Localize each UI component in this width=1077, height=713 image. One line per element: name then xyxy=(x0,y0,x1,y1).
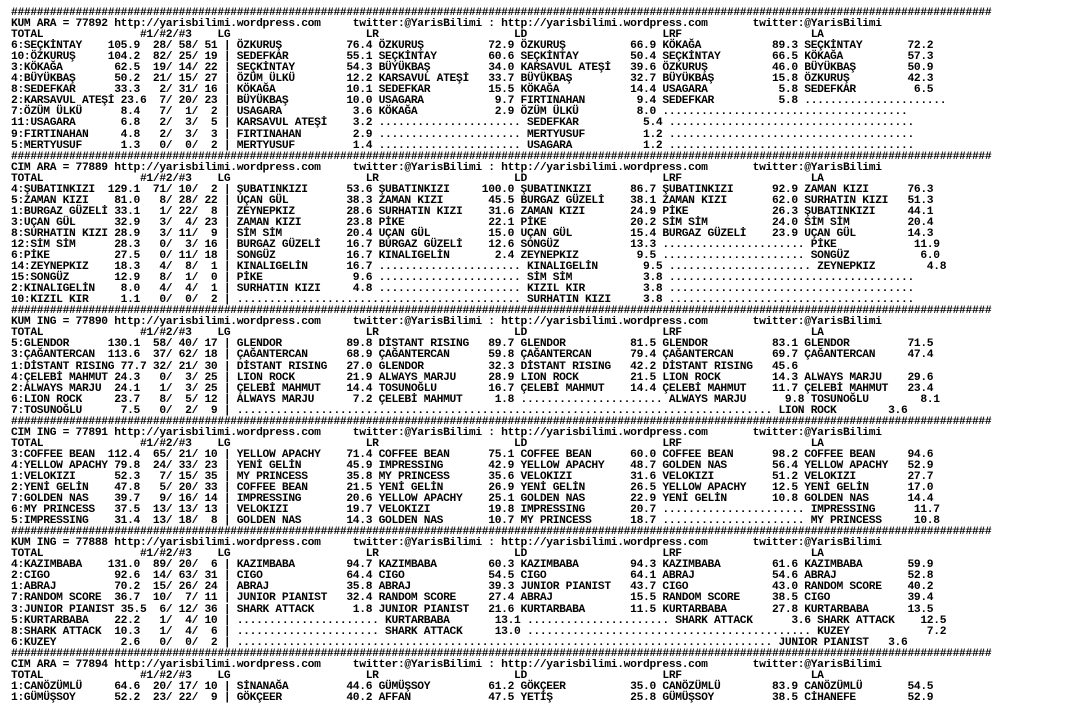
text-line: 3:KÖKAĞA 62.5 19/ 14/ 22 | SEÇKİNTAY 54.3 BÜYÜKBAŞ 34.0 KARSAVUL ATEŞİ 39.6 ÖZKURUŞ 46.0 BÜYÜKBAŞ 50.9 xyxy=(11,62,934,75)
text-line: 8:SHARK ATTACK 10.3 1/ 4/ 6 | ...................... SHARK ATTACK 13.0 ............................................ KUZEY 7.2 xyxy=(11,625,947,638)
separator-line: ######################################################################################################################################################## xyxy=(11,647,992,660)
text-line: 4:KAZIMBABA 131.0 89/ 20/ 6 | KAZIMBABA 94.7 KAZIMBABA 60.3 KAZIMBABA 94.3 KAZIMBABA 61.6 KAZIMBABA 59.9 xyxy=(11,559,934,572)
text-line: 6:PİKE 27.5 0/ 11/ 18 | SONGÜZ 16.7 KINALIGELİN 2.4 ZEYNEPKIZ 9.5 ...................... SONGÜZ 6.0 xyxy=(11,250,940,263)
text-line: CIM ING = 77891 http://yarisbilimi.wordpress.com twitter:@YarisBilimi : http://yarisbilimi.wordpress.com twitter:@YarisBilimi xyxy=(11,426,882,439)
text-line: 7:TOSUNOĞLU 7.5 0/ 2/ 9 | ................................................................................... LION ROCK 3.6 xyxy=(11,404,908,417)
text-line: TOTAL #1/#2/#3 LG LR LD LRF LA xyxy=(11,327,824,340)
text-line: 4:YELLOW APACHY 79.8 24/ 33/ 23 | YENİ GELİN 45.9 IMPRESSING 42.9 YELLOW APACHY 48.7 GOLDEN NAS 56.4 YELLOW APACHY 52.9 xyxy=(11,459,934,472)
text-line: TOTAL #1/#2/#3 LG LR LD LRF LA xyxy=(11,29,824,42)
text-line: 4:BÜYÜKBAŞ 50.2 21/ 15/ 27 | ÖZÜM ÜLKÜ 12.2 KARSAVUL ATEŞİ 33.7 BÜYÜKBAŞ 32.7 BÜYÜKBAŞ 15.8 ÖZKURUŞ 42.3 xyxy=(11,73,934,86)
text-line: 5:MERTYUSUF 1.3 0/ 0/ 2 | MERTYUSUF 1.4 ...................... USAGARA 1.2 ...................................... xyxy=(11,139,914,152)
text-line: 5:KURTARBABA 22.2 1/ 4/ 10 | ...................... KURTARBABA 13.1 ...................... SHARK ATTACK 3.6 SHARK ATTACK 12.5 xyxy=(11,614,947,627)
text-line: 7:RANDOM SCORE 36.7 10/ 7/ 11 | JUNIOR PIANIST 32.4 RANDOM SCORE 27.4 ABRAJ 15.5 RANDOM SCORE 38.5 CIGO 39.4 xyxy=(11,592,934,605)
text-line: 1:GÜMÜŞSOY 52.2 23/ 22/ 9 | GÖKÇEER 40.2 AFFAN 47.5 YETİŞ 25.8 GÜMÜŞSOY 38.5 CİHANEFE 52.9 xyxy=(11,691,934,704)
separator-line: ######################################################################################################################################################## xyxy=(11,305,992,318)
text-line: TOTAL #1/#2/#3 LG LR LD LRF LA xyxy=(11,548,824,561)
text-line: 9:FIRTINAHAN 4.8 2/ 3/ 3 | FIRTINAHAN 2.9 ...................... MERTYUSUF 1.2 ...................................... xyxy=(11,128,914,141)
text-line: 2:KARSAVUL ATEŞİ 23.6 7/ 20/ 23 | BÜYÜKBAŞ 10.0 USAGARA 9.7 FIRTINAHAN 9.4 SEDEFKAR 5.8 ...................... xyxy=(11,95,947,108)
text-line: 2:YENİ GELİN 47.8 5/ 20/ 33 | COFFEE BEAN 21.5 YENİ GELİN 26.9 YENİ GELİN 26.5 YELLOW APACHY 12.5 YENİ GELİN 17.0 xyxy=(11,482,934,495)
text-line: TOTAL #1/#2/#3 LG LR LD LRF LA xyxy=(11,172,824,185)
text-line: 3:ÇAĞANTERCAN 113.6 37/ 62/ 18 | ÇAĞANTERCAN 68.9 ÇAĞANTERCAN 59.8 ÇAĞANTERCAN 79.4 ÇAĞANTERCAN 69.7 ÇAĞANTERCAN 47.4 xyxy=(11,349,934,362)
text-line: 4:ÇELEBİ MAHMUT 24.3 0/ 3/ 25 | LION ROCK 21.9 ALWAYS MARJU 28.9 LION ROCK 21.5 LION ROCK 14.3 ALWAYS MARJU 29.6 xyxy=(11,371,934,384)
text-line: 6:KUZEY 2.6 0/ 0/ 2 | ................................................................................... JUNIOR PIANIST 3.6 xyxy=(11,636,908,649)
text-line: 1:BURGAZ GÜZELİ 33.1 1/ 22/ 8 | ZEYNEPKIZ 28.6 SURHATIN KIZI 31.6 ZAMAN KIZI 24.9 PİKE 26.3 ŞUBATINKIZI 44.1 xyxy=(11,205,934,218)
text-line: 1:DİSTANT RISING 77.7 32/ 21/ 30 | DİSTANT RISING 27.0 GLENDOR 32.3 DİSTANT RISING 42.2 DİSTANT RISING 45.6 xyxy=(11,360,798,373)
text-line: 12:SİM SİM 28.3 0/ 3/ 16 | BURGAZ GÜZELİ 16.7 BURGAZ GÜZELİ 12.6 SONGÜZ 13.3 ...................... PİKE 11.9 xyxy=(11,238,940,251)
text-line: TOTAL #1/#2/#3 LG LR LD LRF LA xyxy=(11,437,824,450)
text-line: 5:IMPRESSING 31.4 13/ 18/ 8 | GOLDEN NAS 14.3 GOLDEN NAS 10.7 MY PRINCESS 18.7 ...................... MY PRINCESS 10.8 xyxy=(11,515,940,528)
text-line: 10:ÖZKURUŞ 104.2 82/ 25/ 19 | SEDEFKAR 55.1 SEÇKİNTAY 60.6 SEÇKİNTAY 50.4 SEÇKİNTAY 66.5 KÖKAĞA 57.3 xyxy=(11,51,934,64)
text-line: CIM ARA = 77889 http://yarisbilimi.wordpress.com twitter:@YarisBilimi : http://yarisbilimi.wordpress.com twitter:@YarisBilimi xyxy=(11,161,882,174)
text-line: KUM ARA = 77892 http://yarisbilimi.wordpress.com twitter:@YarisBilimi : http://yarisbilimi.wordpress.com twitter:@YarisBilimi xyxy=(11,18,882,31)
text-line: 5:ZAMAN KIZI 81.0 8/ 28/ 22 | UÇAN GÜL 38.3 ZAMAN KIZI 45.5 BURGAZ GÜZELİ 38.1 ZAMAN KIZI 62.0 SURHATIN KIZI 51.3 xyxy=(11,194,934,207)
text-line: 6:MY PRINCESS 37.5 13/ 13/ 13 | VELOKIZI 19.7 VELOKIZI 19.8 IMPRESSING 20.7 ...................... IMPRESSING 11.7 xyxy=(11,504,940,517)
text-line: KUM ING = 77888 http://yarisbilimi.wordpress.com twitter:@YarisBilimi : http://yarisbilimi.wordpress.com twitter:@YarisBilimi xyxy=(11,537,882,550)
text-line: 10:KIZIL KIR 1.1 0/ 0/ 2 | ............................................ SURHATIN KIZI 3.8 ...................................... xyxy=(11,294,914,307)
text-line: 5:GLENDOR 130.1 58/ 40/ 17 | GLENDOR 89.8 DİSTANT RISING 89.7 GLENDOR 81.5 GLENDOR 83.1 GLENDOR 71.5 xyxy=(11,338,934,351)
text-line: 7:GOLDEN NAS 39.7 9/ 16/ 14 | IMPRESSING 20.6 YELLOW APACHY 25.1 GOLDEN NAS 22.9 YENİ GELİN 10.8 GOLDEN NAS 14.4 xyxy=(11,493,934,506)
separator-line: ######################################################################################################################################################## xyxy=(11,526,992,539)
text-line: CIM ARA = 77894 http://yarisbilimi.wordpress.com twitter:@YarisBilimi : http://yarisbilimi.wordpress.com twitter:@YarisBilimi xyxy=(11,658,882,671)
text-line: KUM ING = 77890 http://yarisbilimi.wordpress.com twitter:@YarisBilimi : http://yarisbilimi.wordpress.com twitter:@YarisBilimi xyxy=(11,316,882,329)
text-line: 1:CANÖZÜMLÜ 64.6 20/ 17/ 10 | SİNANAĞA 44.6 GÜMÜŞSOY 61.2 GÖKÇEER 35.0 CANÖZÜMLÜ 83.9 CANÖZÜMLÜ 54.5 xyxy=(11,680,934,693)
text-line: 3:UÇAN GÜL 32.9 3/ 4/ 23 | ZAMAN KIZI 23.8 PİKE 22.1 PİKE 20.2 SİM SİM 24.0 SİM SİM 20.4 xyxy=(11,216,934,229)
text-line: 3:COFFEE BEAN 112.4 65/ 21/ 10 | YELLOW APACHY 71.4 COFFEE BEAN 75.1 COFFEE BEAN 60.0 COFFEE BEAN 98.2 COFFEE BEAN 94.6 xyxy=(11,448,934,461)
separator-line: ######################################################################################################################################################## xyxy=(11,150,992,163)
text-line: 11:USAGARA 6.8 2/ 3/ 5 | KARSAVUL ATEŞİ 3.2 ...................... SEDEFKAR 5.4 ...................................... xyxy=(11,117,914,130)
text-line: 15:SONGÜZ 12.9 8/ 1/ 0 | PİKE 9.6 ...................... SİM SİM 3.8 ...................................... xyxy=(11,272,914,285)
separator-line: ######################################################################################################################################################## xyxy=(11,415,992,428)
text-line: 8:SURHATIN KIZI 28.9 3/ 11/ 9 | SİM SİM 20.4 UÇAN GÜL 15.0 UÇAN GÜL 15.4 BURGAZ GÜZELİ 23.9 UÇAN GÜL 14.3 xyxy=(11,227,934,240)
text-line: TOTAL #1/#2/#3 LG LR LD LRF LA xyxy=(11,669,824,682)
separator-line: ######################################################################################################################################################## xyxy=(11,7,992,19)
text-line: 6:SEÇKİNTAY 105.9 28/ 58/ 51 | ÖZKURUŞ 76.4 ÖZKURUŞ 72.9 ÖZKURUŞ 66.9 KÖKAĞA 89.3 SEÇKİNTAY 72.2 xyxy=(11,40,934,53)
text-line: 7:ÖZÜM ÜLKÜ 8.4 7/ 1/ 2 | USAGARA 3.6 KÖKAĞA 2.9 ÖZÜM ÜLKÜ 8.0 ...................................... xyxy=(11,106,908,119)
text-line: 3:JUNIOR PIANIST 35.5 6/ 12/ 36 | SHARK ATTACK 1.8 JUNIOR PIANIST 21.6 KURTARBABA 11.5 KURTARBABA 27.8 KURTARBABA 13.5 xyxy=(11,603,934,616)
text-line: 2:KINALIGELİN 8.0 4/ 4/ 1 | SURHATIN KIZI 4.8 ...................... KIZIL KIR 3.8 ...................................... xyxy=(11,283,914,296)
text-line: 2:CIGO 92.6 14/ 63/ 31 | CIGO 64.4 CIGO 54.5 CIGO 64.1 ABRAJ 54.6 ABRAJ 52.8 xyxy=(11,570,934,583)
text-line: 6:LION ROCK 23.7 8/ 5/ 12 | ALWAYS MARJU 7.2 ÇELEBİ MAHMUT 1.8 ...................... ALWAYS MARJU 9.8 TOSUNOĞLU 8.1 xyxy=(11,393,940,406)
text-line: 1:VELOKIZI 52.3 7/ 15/ 35 | MY PRINCESS 35.8 MY PRINCESS 35.6 VELOKIZI 31.6 VELOKIZI 51.2 VELOKIZI 27.7 xyxy=(11,470,934,483)
text-line: 1:ABRAJ 70.2 15/ 26/ 24 | ABRAJ 35.8 ABRAJ 39.3 JUNIOR PIANIST 43.7 CIGO 43.0 RANDOM SCORE 40.2 xyxy=(11,581,934,594)
text-line: 14:ZEYNEPKIZ 18.3 4/ 8/ 1 | KINALIGELİN 16.7 ...................... KINALIGELİN 9.5 ...................... ZEYNEPKIZ 4.8 xyxy=(11,261,947,274)
text-line: 8:SEDEFKAR 33.3 2/ 31/ 16 | KÖKAĞA 10.1 SEDEFKAR 15.5 KÖKAĞA 14.4 USAGARA 5.8 SEDEFKAR 6.5 xyxy=(11,84,934,97)
text-line: 4:ŞUBATINKIZI 129.1 71/ 10/ 2 | ŞUBATINKIZI 53.6 ŞUBATINKIZI 100.0 ŞUBATINKIZI 86.7 ŞUBATINKIZI 92.9 ZAMAN KIZI 76.3 xyxy=(11,183,934,196)
text-line: 2:ALWAYS MARJU 24.1 1/ 3/ 25 | ÇELEBİ MAHMUT 14.4 TOSUNOĞLU 16.7 ÇELEBİ MAHMUT 14.4 ÇELEBİ MAHMUT 11.7 ÇELEBİ MAHMUT 23.4 xyxy=(11,382,934,395)
